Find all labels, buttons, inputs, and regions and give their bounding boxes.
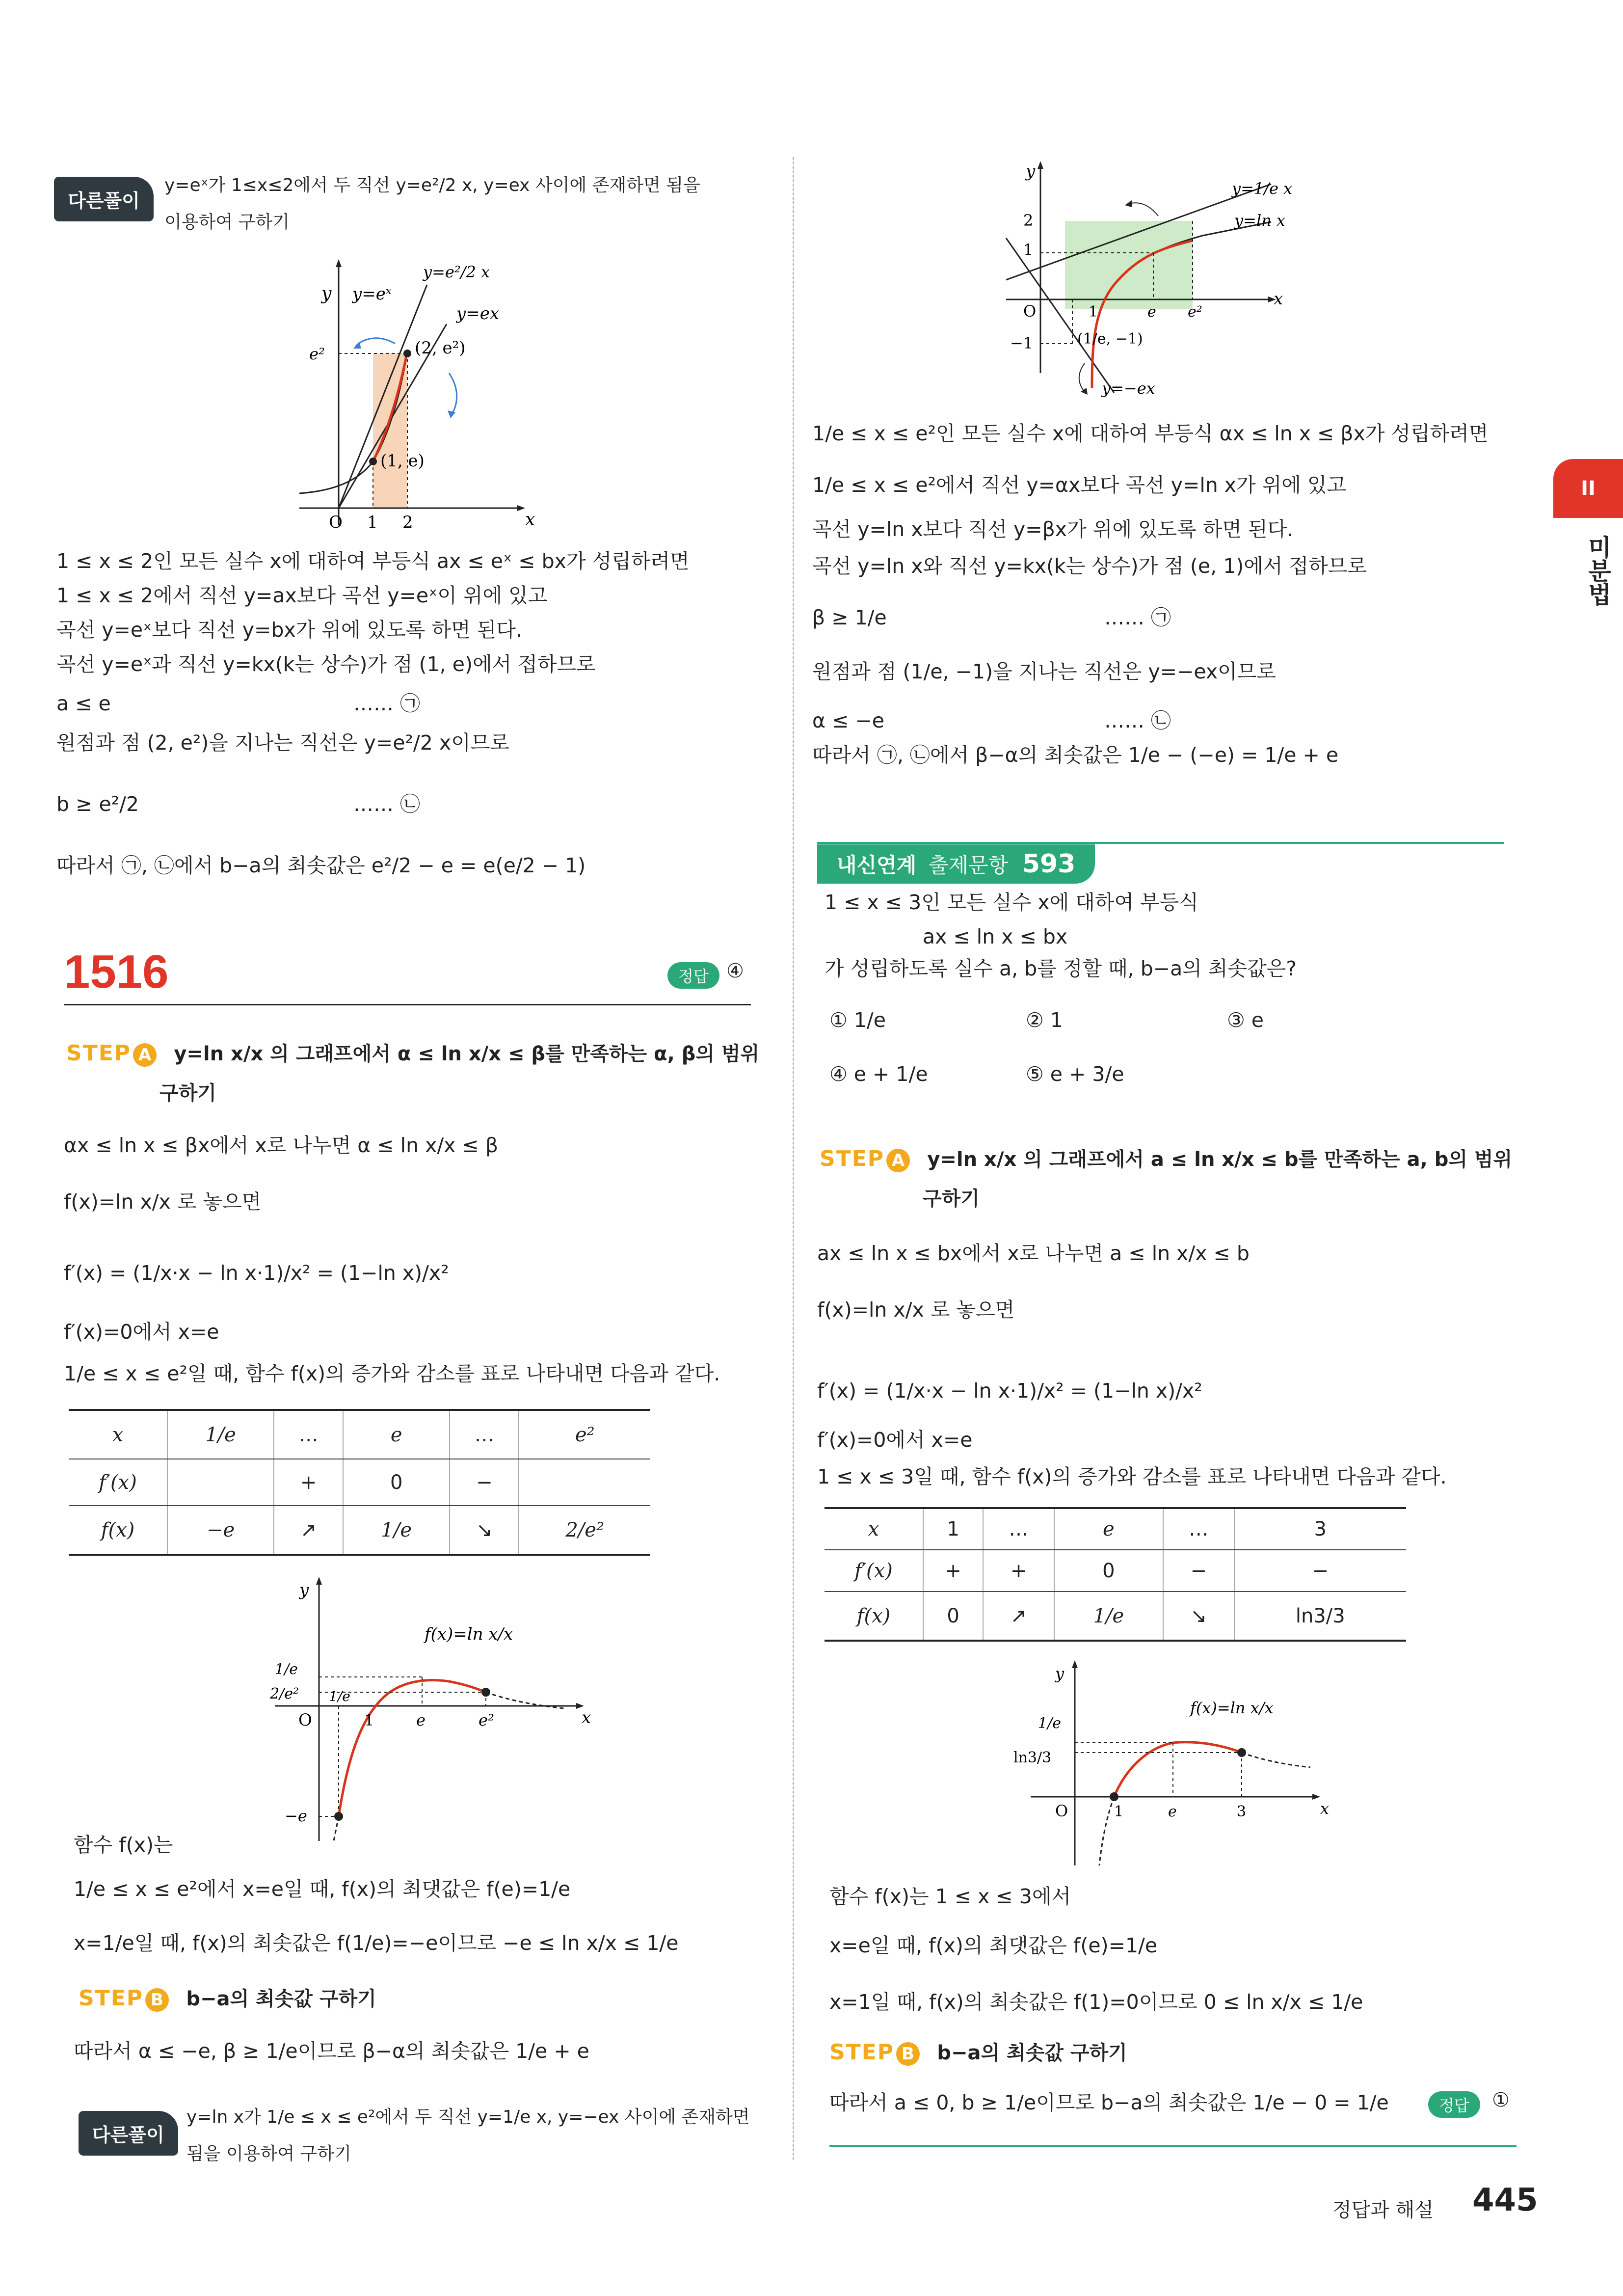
text-line: 원점과 점 (2, e²)을 지나는 직선은 y=e²/2 x이므로: [56, 731, 509, 755]
body2-line: 함수 f(x)는 1 ≤ x ≤ 3에서: [829, 1885, 1071, 1908]
label-line1: y=e²/2 x: [423, 263, 490, 281]
axis-y: y: [1055, 1664, 1064, 1683]
mark-2: …… ㉡: [1104, 709, 1171, 732]
label-line1: y=1/e x: [1232, 179, 1293, 198]
tick-2-e2: 2/e²: [270, 1685, 299, 1702]
problem-line: ax ≤ ln x ≤ bx: [923, 925, 1068, 948]
body2-line: x=1일 때, f(x)의 최솟값은 f(1)=0이므로 0 ≤ ln x/x ≤ 1/e: [829, 1990, 1363, 2014]
step-letter: A: [886, 1149, 910, 1172]
variation-table: x 1/e … e … e² f′(x) + 0 − f(x) −e ↗ 1/e ↘ 2/e²: [69, 1409, 650, 1556]
point-label: (1/e, −1): [1077, 330, 1143, 348]
alt-solution-text: y=eˣ가 1≤x≤2에서 두 직선 y=e²/2 x, y=ex 사이에 존재하면 됨을: [164, 175, 700, 195]
text-line: b ≥ e²/2: [56, 792, 139, 816]
text-line: 1 ≤ x ≤ 2인 모든 실수 x에 대하여 부등식 ax ≤ eˣ ≤ bx가 성립하려면: [56, 549, 690, 573]
step-letter: A: [133, 1043, 157, 1067]
step-label: STEP: [820, 1146, 885, 1171]
banner-line: [817, 842, 1504, 844]
label-exp: y=eˣ: [352, 284, 392, 304]
text-line: 곡선 y=ln x보다 직선 y=βx가 위에 있도록 하면 된다.: [812, 517, 1294, 541]
step-b-right: [829, 2037, 1127, 2066]
axis-x: x: [1320, 1799, 1330, 1818]
tick-e: e: [1147, 303, 1156, 321]
tick-1: 1: [367, 513, 378, 532]
graph-ln-lines: [996, 157, 1330, 403]
tick-1: 1: [1114, 1803, 1124, 1820]
axis-y: y: [1026, 162, 1036, 181]
text-line: α ≤ −e: [812, 709, 885, 732]
tick-1: 1: [1023, 241, 1034, 259]
body-line: 1/e ≤ x ≤ e²일 때, 함수 f(x)의 증가와 감소를 표로 나타내면 다음과 같다.: [64, 1362, 720, 1385]
step-text: y=ln x/x 의 그래프에서 a ≤ ln x/x ≤ b를 만족하는 a, b의 범위: [927, 1148, 1513, 1171]
tick-inv-e: 1/e: [275, 1661, 298, 1678]
graph-lnx-over-x-right: [1001, 1659, 1345, 1875]
graph-exp-lines: [294, 255, 550, 535]
text-line: 1/e ≤ x ≤ e²인 모든 실수 x에 대하여 부등식 αx ≤ ln x ≤ βx가 성립하려면: [812, 422, 1489, 445]
point-1e: (1, e): [380, 451, 425, 471]
origin: O: [329, 513, 343, 532]
label-curve: y=ln x: [1234, 211, 1285, 230]
tick-1: 1: [364, 1711, 374, 1729]
chapter-title: 미분법: [1584, 535, 1611, 606]
body-line: ax ≤ ln x ≤ bx에서 x로 나누면 a ≤ ln x/x ≤ b: [817, 1242, 1250, 1265]
tick-e: e: [416, 1711, 426, 1729]
mark-1: …… ㉠: [353, 692, 421, 715]
page-number: 445: [1472, 2182, 1538, 2218]
tick-neg1: −1: [1010, 334, 1034, 352]
step-label: STEP: [829, 2040, 895, 2065]
step-letter: B: [145, 1988, 169, 2012]
tick-neg-e: −e: [285, 1807, 307, 1825]
graph-lnx-over-x-left: [255, 1576, 609, 1851]
tick-ln3-3: ln3/3: [1013, 1749, 1052, 1766]
step-letter: B: [896, 2042, 920, 2066]
origin: O: [298, 1710, 312, 1730]
body-line: f(x)=ln x/x 로 놓으면: [64, 1190, 262, 1214]
step-label: STEP: [66, 1041, 132, 1066]
text-line: 1/e ≤ x ≤ e²에서 직선 y=αx보다 곡선 y=ln x가 위에 있고: [812, 473, 1347, 497]
body2-line: x=e일 때, f(x)의 최댓값은 f(e)=1/e: [829, 1934, 1158, 1957]
step-a: [66, 1038, 759, 1067]
body2-line: 1/e ≤ x ≤ e²에서 x=e일 때, f(x)의 최댓값은 f(e)=1/e: [74, 1877, 571, 1901]
text-line: 원점과 점 (1/e, −1)을 지나는 직선은 y=−ex이므로: [812, 660, 1277, 683]
text-line: 곡선 y=eˣ보다 직선 y=bx가 위에 있도록 하면 된다.: [56, 618, 522, 642]
problem-number: 1516: [64, 945, 169, 998]
alt-solution-text-2: 이용하여 구하기: [164, 212, 290, 232]
choice-4[interactable]: ④ e + 1/e: [829, 1062, 928, 1086]
banner-a: 내신연계: [837, 853, 917, 877]
tick-x1: 1: [1089, 303, 1098, 321]
alt-solution-tag: 다른풀이: [54, 177, 154, 221]
column-divider: [793, 157, 794, 2160]
body-line: f′(x)=0에서 x=e: [64, 1320, 219, 1344]
choice-2[interactable]: ② 1: [1026, 1008, 1063, 1032]
conclusion: 따라서 a ≤ 0, b ≥ 1/e이므로 b−a의 최솟값은 1/e − 0 = 1/e: [829, 2091, 1389, 2114]
axis-x: x: [582, 1708, 591, 1728]
variation-table-right: x 1 … e … 3 f′(x) + + 0 − − f(x) 0 ↗ 1/e ↘ ln3/3: [825, 1507, 1406, 1642]
tick-2: 2: [1023, 211, 1034, 230]
text-line: 따라서 ㉠, ㉡에서 β−α의 최솟값은 1/e − (−e) = 1/e + e: [812, 743, 1339, 767]
chapter-tab: II: [1553, 459, 1623, 518]
tick-e2: e²: [479, 1711, 494, 1729]
choice-3[interactable]: ③ e: [1227, 1008, 1264, 1032]
mark-2: …… ㉡: [353, 792, 421, 816]
tick-3: 3: [1237, 1803, 1247, 1820]
tick-e2: e²: [309, 345, 325, 363]
answer-value: ④: [726, 960, 744, 982]
conclusion: 따라서 α ≤ −e, β ≥ 1/e이므로 β−α의 최솟값은 1/e + e: [74, 2039, 589, 2063]
tick-small: 1/e: [329, 1688, 350, 1704]
step-label: STEP: [79, 1986, 144, 2011]
body2-line: x=1/e일 때, f(x)의 최솟값은 f(1/e)=−e이므로 −e ≤ ln x/x ≤ 1/e: [74, 1931, 679, 1955]
axis-x: x: [1274, 289, 1283, 309]
tick-e: e: [1168, 1803, 1177, 1820]
mark-1: …… ㉠: [1104, 606, 1171, 629]
linked-problem-banner: [817, 844, 1095, 884]
choice-1[interactable]: ① 1/e: [829, 1008, 886, 1032]
label-line2: y=ex: [456, 304, 499, 324]
divider: [64, 1004, 751, 1005]
body-line: f′(x) = (1/x·x − ln x·1)/x² = (1−ln x)/x²: [64, 1261, 449, 1285]
label-line2: y=−ex: [1102, 379, 1155, 398]
origin: O: [1023, 302, 1037, 321]
body-line: f(x)=ln x/x 로 놓으면: [817, 1298, 1015, 1322]
answer-value: ①: [1492, 2089, 1510, 2111]
label-func: f(x)=ln x/x: [425, 1624, 513, 1644]
step-text: b−a의 최솟값 구하기: [937, 2042, 1127, 2064]
body2-line: 함수 f(x)는: [74, 1833, 173, 1857]
text-line: 곡선 y=ln x와 직선 y=kx(k는 상수)가 점 (e, 1)에서 접하므로: [812, 554, 1367, 578]
text-line: 1 ≤ x ≤ 2에서 직선 y=ax보다 곡선 y=eˣ이 위에 있고: [56, 584, 548, 607]
answer-pill: 정답: [1428, 2091, 1480, 2118]
step-a-cont: 구하기: [923, 1188, 980, 1210]
alt-solution-text-2: 됨을 이용하여 구하기: [186, 2144, 351, 2164]
step-a-cont: 구하기: [160, 1082, 216, 1105]
problem-line: 가 성립하도록 실수 a, b를 정할 때, b−a의 최솟값은?: [825, 957, 1297, 980]
step-text: b−a의 최솟값 구하기: [186, 1988, 376, 2010]
body-line: 1 ≤ x ≤ 3일 때, 함수 f(x)의 증가와 감소를 표로 나타내면 다음과 같다.: [817, 1465, 1447, 1488]
text-line: β ≥ 1/e: [812, 606, 887, 629]
answer-pill: 정답: [667, 962, 719, 989]
axis-x: x: [525, 510, 535, 530]
tick-e2: e²: [1188, 303, 1202, 321]
text-line: 곡선 y=eˣ과 직선 y=kx(k는 상수)가 점 (1, e)에서 접하므로: [56, 652, 596, 676]
text-line: a ≤ e: [56, 692, 111, 715]
footer-label: 정답과 해설: [1332, 2199, 1434, 2221]
banner-b: 출제문항: [928, 853, 1009, 877]
step-b: [79, 1983, 376, 2012]
axis-y: y: [299, 1580, 309, 1600]
body-line: f′(x)=0에서 x=e: [817, 1428, 973, 1452]
alt-solution-tag-2: 다른풀이: [79, 2111, 178, 2156]
tick-2: 2: [402, 513, 413, 532]
choice-5[interactable]: ⑤ e + 3/e: [1026, 1062, 1124, 1086]
axis-y: y: [321, 284, 332, 304]
step-text: y=ln x/x 의 그래프에서 α ≤ ln x/x ≤ β를 만족하는 α, β의 범위: [174, 1043, 760, 1065]
label-func: f(x)=ln x/x: [1190, 1699, 1274, 1717]
problem-line: 1 ≤ x ≤ 3인 모든 실수 x에 대하여 부등식: [825, 891, 1198, 914]
tick-inv-e: 1/e: [1038, 1715, 1061, 1732]
step-a-right: [820, 1144, 1512, 1172]
body-line: αx ≤ ln x ≤ βx에서 x로 나누면 α ≤ ln x/x ≤ β: [64, 1134, 499, 1157]
body-line: f′(x) = (1/x·x − ln x·1)/x² = (1−ln x)/x²: [817, 1379, 1202, 1403]
bottom-divider: [829, 2145, 1517, 2147]
text-line: 따라서 ㉠, ㉡에서 b−a의 최솟값은 e²/2 − e = e(e/2 − 1): [56, 854, 586, 877]
alt-solution-text: y=ln x가 1/e ≤ x ≤ e²에서 두 직선 y=1/e x, y=−ex 사이에 존재하면: [186, 2107, 750, 2127]
origin: O: [1055, 1802, 1068, 1820]
point-2e2: (2, e²): [415, 338, 466, 358]
banner-no: 593: [1022, 849, 1076, 879]
